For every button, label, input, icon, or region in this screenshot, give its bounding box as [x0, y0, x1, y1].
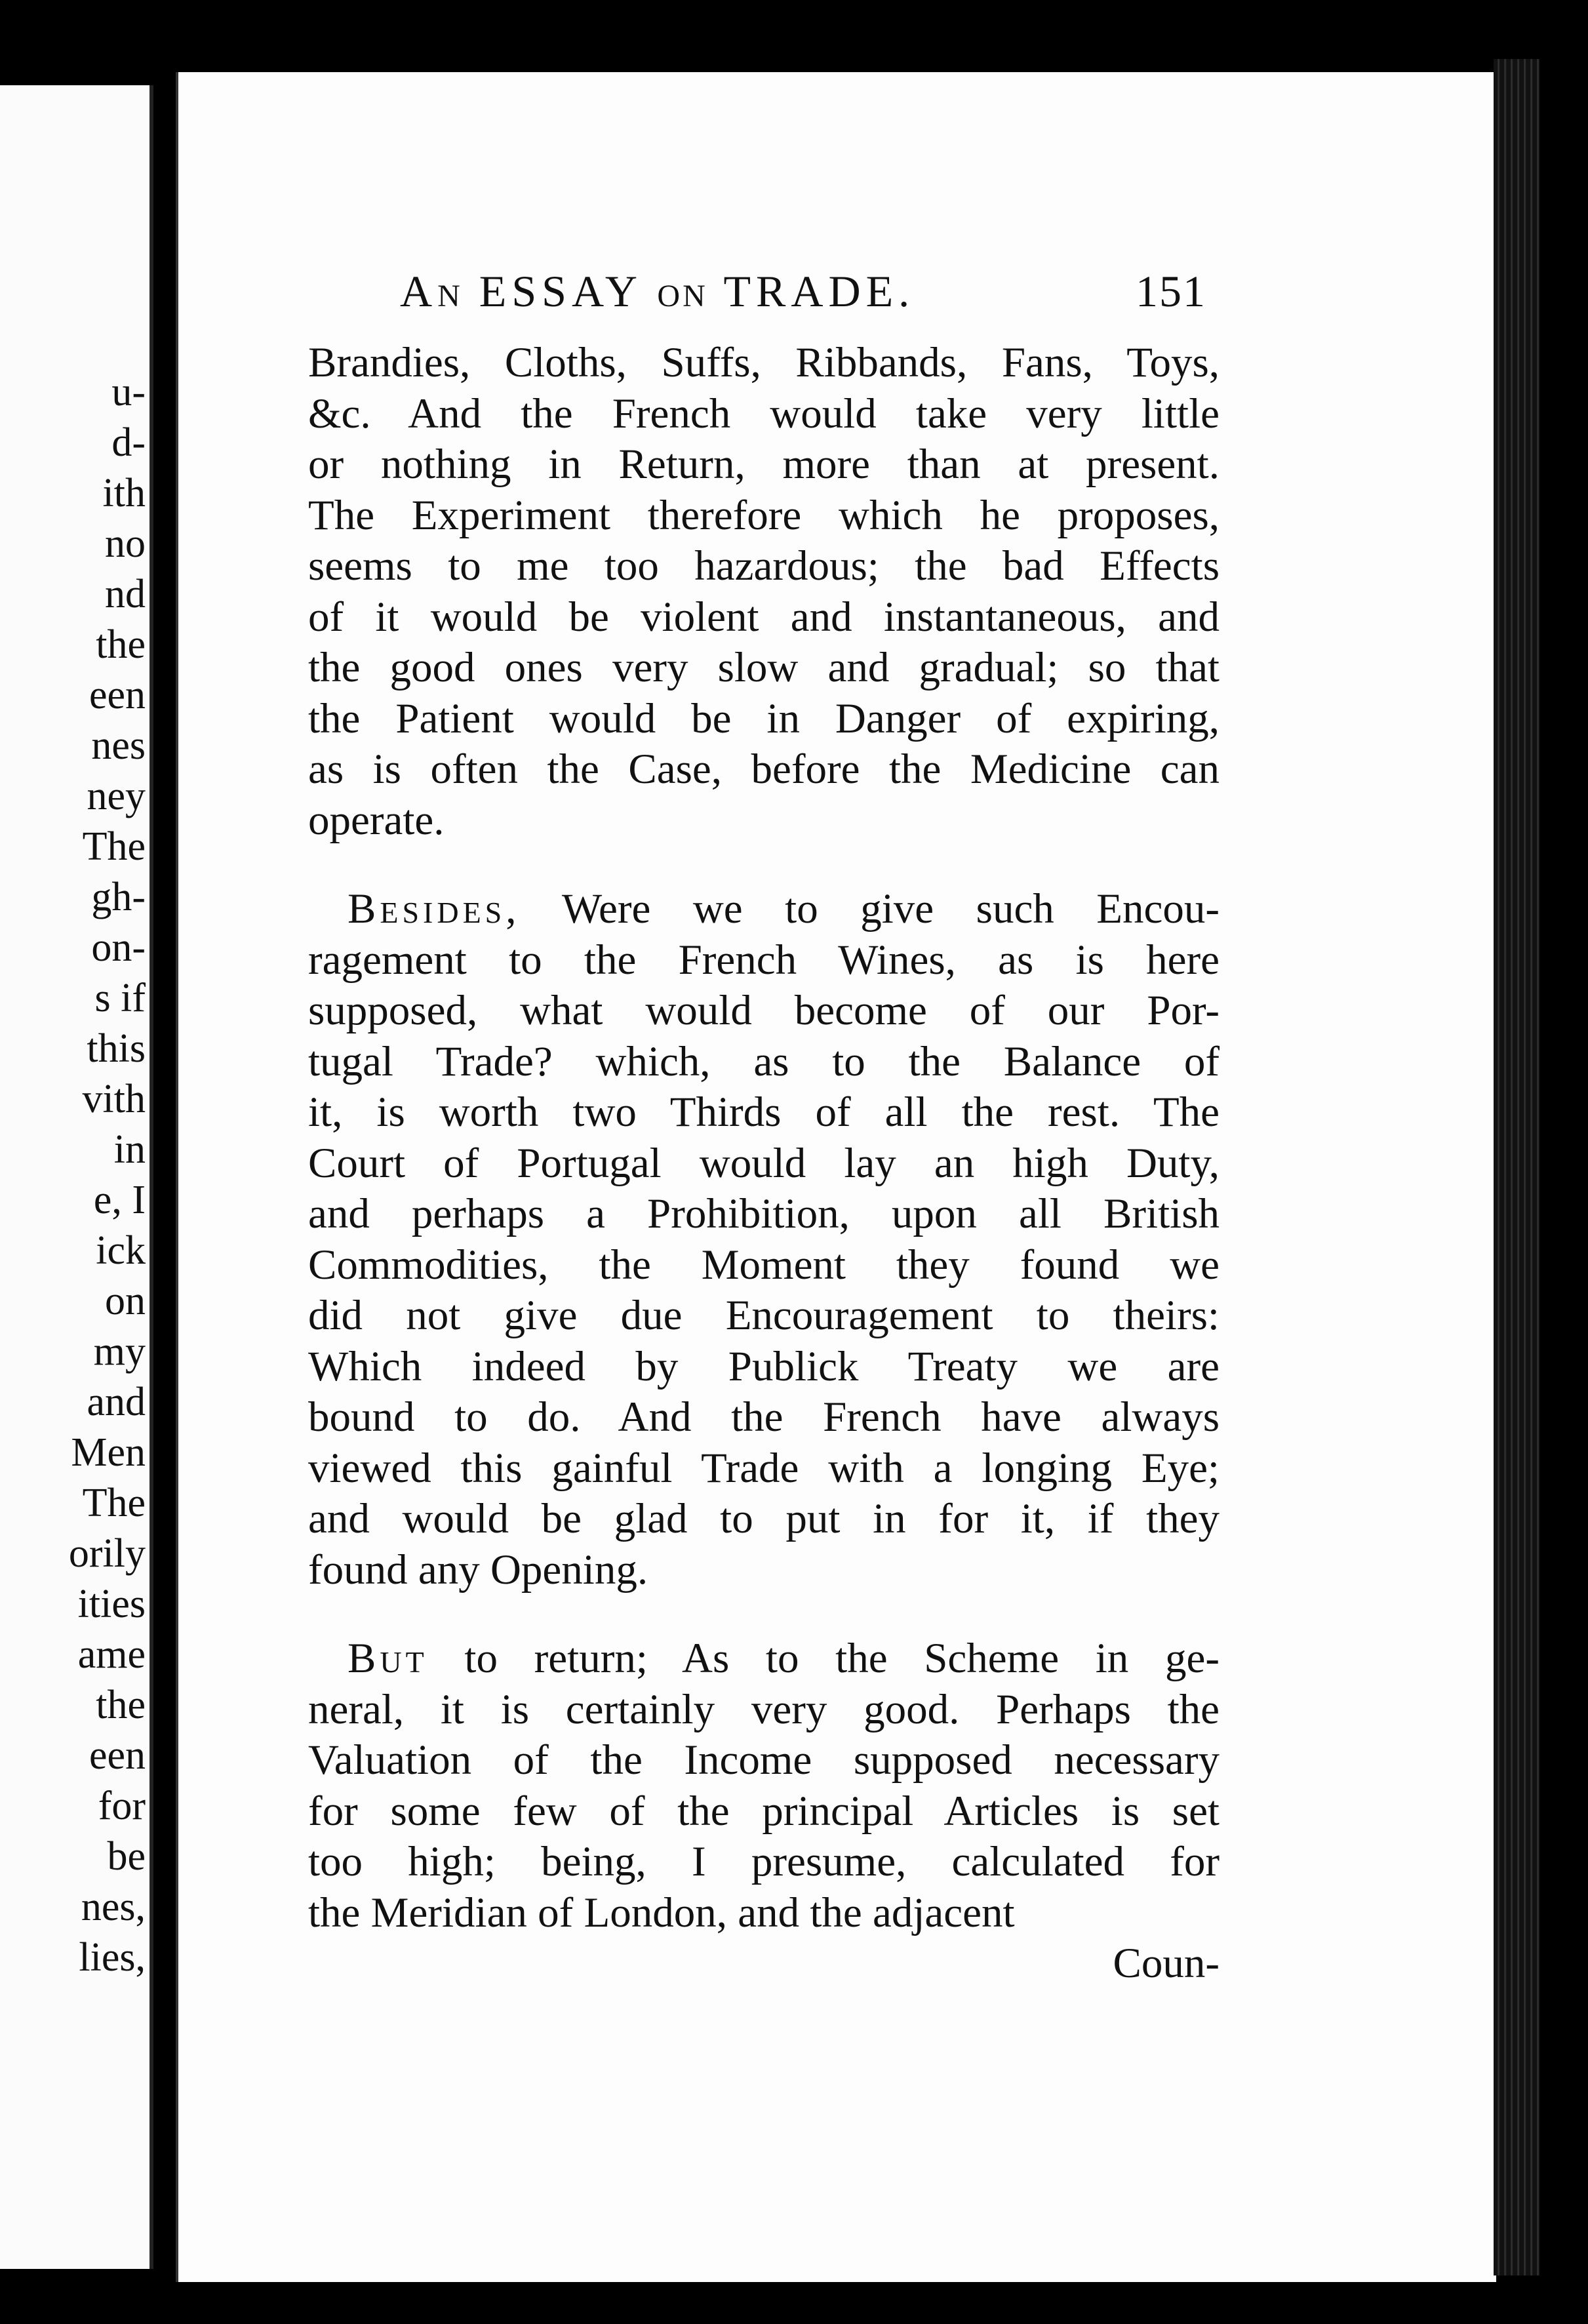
left-fragment-line: een [89, 673, 146, 717]
text-line: for some few of the principal Articles is set [308, 1787, 1220, 1835]
left-fragment-line: the [96, 622, 146, 667]
text-line: did not give due Encouragement to theirs: [308, 1292, 1220, 1339]
left-fragment-line: u- [111, 370, 146, 414]
paragraph-lead-word: But [347, 1635, 428, 1682]
text-line: Brandies, Cloths, Suffs, Ribbands, Fans, Toys, [308, 339, 1220, 386]
text-line: Commodities, the Moment they found we [308, 1241, 1220, 1289]
paragraph-lead-word: Besides, [347, 885, 521, 932]
text-line-rest: Were we to give such Encou- [520, 885, 1220, 932]
left-fragment-line: lies, [79, 1935, 146, 1980]
left-fragment-line: The [82, 1481, 146, 1525]
text-line: ragement to the French Wines, as is here [308, 936, 1220, 984]
text-line [308, 1633, 1220, 1685]
left-fragment-line: Men [71, 1430, 146, 1475]
text-line: neral, it is certainly very good. Perhaps the [308, 1685, 1220, 1733]
text-line-rest: to return; As to the Scheme in ge- [427, 1635, 1220, 1682]
text-line: Court of Portugal would lay an high Duty, [308, 1139, 1220, 1187]
text-line: Which indeed by Publick Treaty we are [308, 1342, 1220, 1390]
left-fragment-line: d- [111, 420, 146, 465]
left-fragment-line: nes, [81, 1885, 146, 1929]
left-fragment-line: and [87, 1380, 146, 1424]
text-line: bound to do. And the French have always [308, 1393, 1220, 1441]
text-line: it, is worth two Thirds of all the rest. The [308, 1089, 1220, 1136]
text-line: found any Opening. [308, 1546, 648, 1593]
text-line: viewed this gainful Trade with a longing Eye; [308, 1444, 1220, 1492]
left-fragment-line: gh- [91, 875, 146, 919]
text-line: the Patient would be in Danger of expiring, [308, 694, 1220, 742]
left-fragment-line: ick [96, 1228, 146, 1273]
text-line [308, 884, 1220, 935]
left-fragment-line: orily [68, 1531, 146, 1576]
left-fragment-line: for [98, 1784, 146, 1828]
left-fragment-line: in [113, 1127, 146, 1172]
catchword: Coun- [1113, 1940, 1220, 1987]
page-number: 151 [1136, 266, 1206, 316]
left-fragment-line: s if [94, 976, 146, 1020]
left-fragment-line: on- [91, 925, 146, 970]
left-fragment-line: ney [87, 774, 146, 818]
text-line: &c. And the French would take very little [308, 390, 1220, 437]
left-fragment-line: this [87, 1026, 146, 1071]
left-fragment-line: een [89, 1733, 146, 1778]
text-line: seems to me too hazardous; the bad Effects [308, 542, 1220, 590]
paragraph-2 [308, 884, 1220, 1595]
left-fragment-line: ith [102, 471, 146, 515]
left-fragment-line: no [105, 521, 146, 566]
text-line: as is often the Case, before the Medicine can [308, 746, 1220, 793]
left-fragment-line: on [105, 1279, 146, 1323]
text-line: The Experiment therefore which he proposes, [308, 491, 1220, 539]
running-header [400, 266, 1206, 328]
page-edge [1494, 59, 1539, 2275]
text-line: and perhaps a Prohibition, upon all British [308, 1190, 1220, 1237]
text-line: of it would be violent and instantaneous, and [308, 593, 1220, 641]
left-fragment-line: my [93, 1329, 146, 1374]
paragraph-3 [308, 1633, 1220, 1938]
left-fragment-line: nes [91, 723, 146, 768]
text-line: tugal Trade? which, as to the Balance of [308, 1037, 1220, 1085]
text-line: the good ones very slow and gradual; so that [308, 644, 1220, 691]
left-fragment-line: the [96, 1683, 146, 1727]
left-fragment-line: ities [77, 1582, 146, 1626]
body-text [308, 338, 1220, 1991]
left-fragment-line: be [107, 1834, 146, 1879]
left-fragment-line: nd [105, 572, 146, 616]
text-line: too high; being, I presume, calculated for [308, 1838, 1220, 1885]
text-line: supposed, what would become of our Por- [308, 987, 1220, 1034]
left-fragment-line: ame [77, 1632, 146, 1677]
text-line: or nothing in Return, more than at present. [308, 441, 1220, 488]
paragraph-1 [308, 338, 1220, 846]
text-line: Valuation of the Income supposed necessary [308, 1736, 1220, 1784]
text-line: operate. [308, 796, 445, 844]
text-line: and would be glad to put in for it, if they [308, 1495, 1220, 1542]
left-fragment-line: The [82, 824, 146, 869]
left-page-fragment [0, 85, 153, 2269]
text-line: the Meridian of London, and the adjacent [308, 1889, 1015, 1936]
left-fragment-line: vith [82, 1077, 146, 1121]
running-title: AN ESSAY ON TRADE. [400, 266, 915, 316]
left-fragment-line: e, I [93, 1178, 146, 1222]
